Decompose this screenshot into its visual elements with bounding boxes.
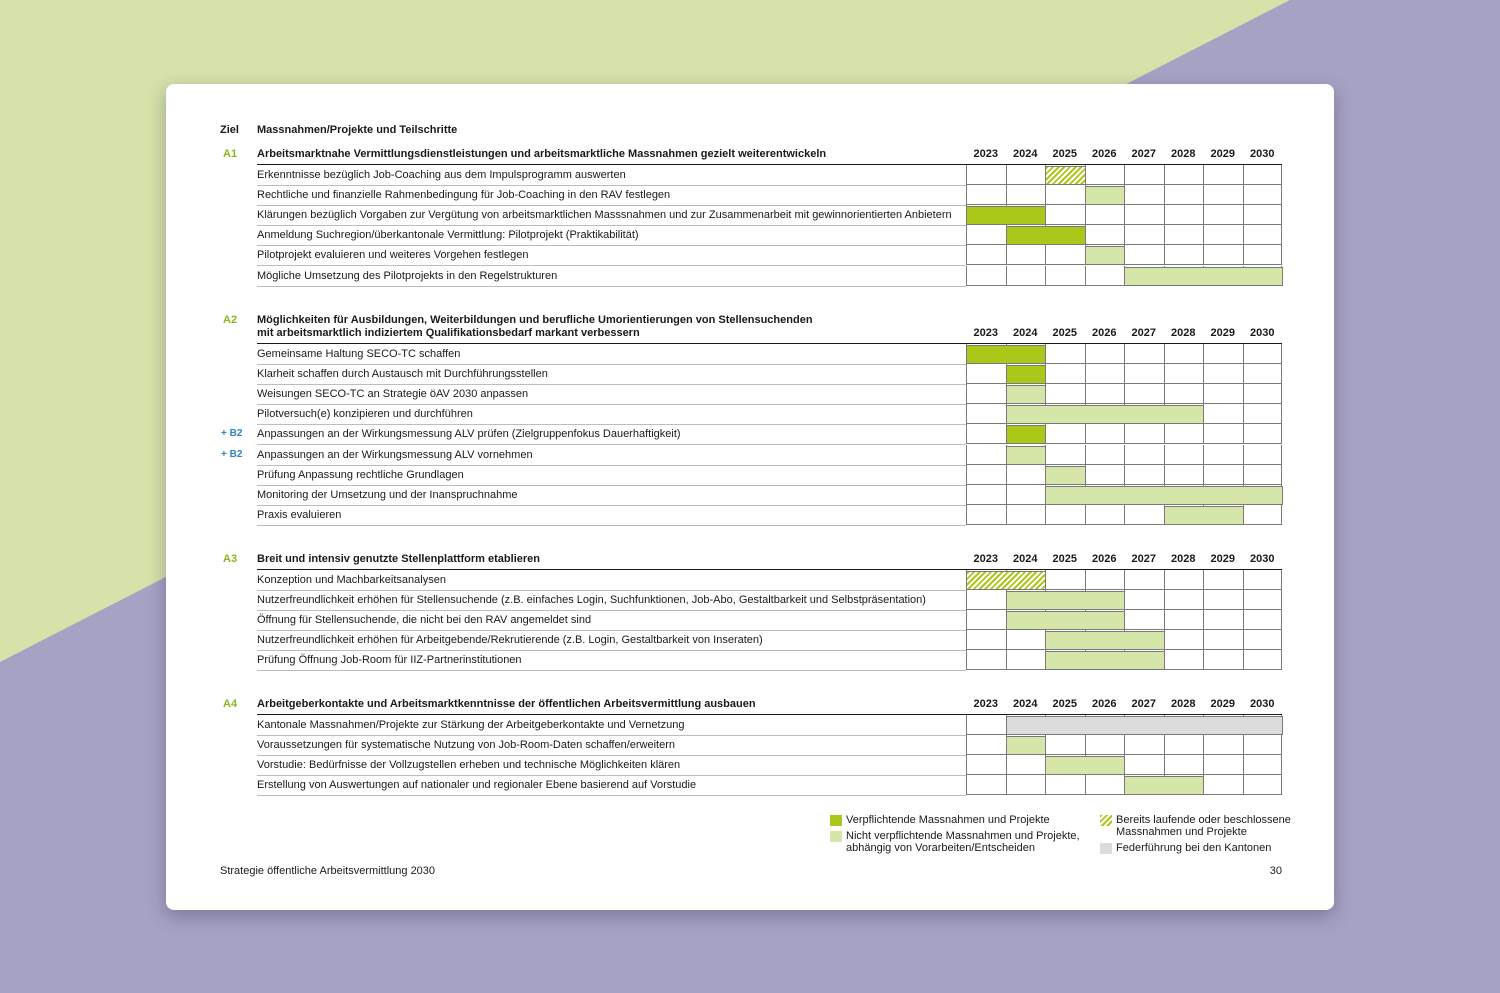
year-label: 2026	[1092, 327, 1117, 339]
timeline-cells	[966, 364, 1282, 384]
timeline-cell	[966, 165, 1006, 185]
table-row	[257, 715, 1282, 735]
timeline-cell	[1203, 775, 1243, 795]
timeline-cell	[1045, 344, 1085, 364]
section-code: A2	[223, 314, 238, 326]
timeline-cell	[966, 590, 1006, 610]
legend-canton	[1100, 842, 1300, 856]
ongoing-swatch	[1100, 815, 1112, 826]
year-header	[966, 553, 1282, 566]
timeline-bar-optional	[1045, 486, 1283, 505]
row-label: Monitoring der Umsetzung und der Inanspruchnahme	[257, 485, 966, 506]
table-row	[257, 185, 1282, 205]
row-label: Rechtliche und finanzielle Rahmenbedingung für Job-Coaching in den RAV festlegen	[257, 185, 966, 206]
timeline-cell	[1124, 570, 1164, 590]
row-label: Voraussetzungen für systematische Nutzung von Job-Room-Daten schaffen/erweitern	[257, 735, 966, 756]
timeline-cell	[1164, 610, 1204, 630]
timeline-cell	[1203, 165, 1243, 185]
year-label: 2024	[1013, 553, 1038, 565]
timeline-cell	[1085, 266, 1125, 286]
timeline-cell	[1124, 424, 1164, 444]
timeline-cells	[966, 225, 1282, 245]
row-label: Pilotprojekt evaluieren und weiteres Vorgehen festlegen	[257, 245, 966, 266]
timeline-cell	[1243, 465, 1283, 485]
timeline-cell	[1243, 165, 1283, 185]
timeline-cell	[1085, 465, 1125, 485]
timeline-cell	[1124, 205, 1164, 225]
timeline-cells	[966, 384, 1282, 404]
timeline-cell	[966, 384, 1006, 404]
table-row	[257, 404, 1282, 424]
timeline-cell	[1164, 445, 1204, 465]
timeline-cell	[1164, 384, 1204, 404]
timeline-cell	[1045, 735, 1085, 755]
timeline-cell	[966, 505, 1006, 525]
timeline-cell	[1045, 775, 1085, 795]
timeline-cell	[1124, 590, 1164, 610]
table-row	[257, 590, 1282, 610]
timeline-cells	[966, 424, 1282, 444]
row-label: Prüfung Öffnung Job-Room für IIZ-Partnerinstitutionen	[257, 650, 966, 671]
timeline-cell	[1045, 505, 1085, 525]
timeline-cell	[1085, 384, 1125, 404]
year-label: 2023	[973, 553, 998, 565]
timeline-bar-optional	[1006, 591, 1126, 610]
timeline-cell	[1124, 344, 1164, 364]
timeline-cell	[966, 445, 1006, 465]
timeline-cell	[1006, 266, 1046, 286]
timeline-cell	[1164, 165, 1204, 185]
section-title: Breit und intensiv genutzte Stellenplattform etablieren	[257, 553, 540, 565]
year-label: 2024	[1013, 327, 1038, 339]
section-code: A3	[223, 553, 238, 565]
table-row	[257, 424, 1282, 444]
mandatory-swatch	[830, 815, 842, 826]
timeline-cell	[1203, 424, 1243, 444]
table-row	[257, 505, 1282, 525]
table-row	[257, 755, 1282, 775]
timeline-cell	[1164, 590, 1204, 610]
timeline-cell	[966, 364, 1006, 384]
timeline-cell	[1006, 165, 1046, 185]
timeline-cell	[1164, 465, 1204, 485]
table-row	[257, 570, 1282, 590]
timeline-bar-optional	[1006, 611, 1126, 630]
canton-swatch	[1100, 843, 1112, 854]
row-label: Weisungen SECO-TC an Strategie öAV 2030 anpassen	[257, 384, 966, 405]
timeline-cell	[1203, 630, 1243, 650]
timeline-cell	[1124, 225, 1164, 245]
row-label: Öffnung für Stellensuchende, die nicht bei den RAV angemeldet sind	[257, 610, 966, 631]
timeline-cell	[1243, 590, 1283, 610]
timeline-cells	[966, 630, 1282, 650]
timeline-bar-optional	[1045, 466, 1086, 485]
table-row	[257, 225, 1282, 245]
timeline-cell	[1243, 445, 1283, 465]
timeline-cell	[1203, 364, 1243, 384]
section-title: Arbeitsmarktnahe Vermittlungsdienstleistungen und arbeitsmarktliche Massnahmen gezielt weiterentwickeln	[257, 148, 827, 160]
year-label: 2026	[1092, 148, 1117, 160]
year-label: 2029	[1210, 553, 1235, 565]
timeline-bar-optional	[1085, 246, 1126, 265]
timeline-bar-optional	[1006, 405, 1205, 424]
timeline-cell	[1124, 610, 1164, 630]
goal-column-header: Ziel	[220, 124, 239, 136]
year-label: 2028	[1171, 553, 1196, 565]
timeline-cell	[966, 225, 1006, 245]
timeline-cell	[1164, 245, 1204, 265]
timeline-cells	[966, 266, 1282, 286]
timeline-cell	[1124, 735, 1164, 755]
timeline-cell	[1203, 404, 1243, 424]
timeline-cells	[966, 755, 1282, 775]
row-label: Nutzerfreundlichkeit erhöhen für Arbeitgebende/Rekrutierende (z.B. Login, Gestaltbarkeit von Inseraten)	[257, 630, 966, 651]
year-header	[966, 148, 1282, 161]
timeline-cells	[966, 445, 1282, 465]
timeline-cell	[1243, 610, 1283, 630]
table-row	[257, 775, 1282, 795]
year-label: 2024	[1013, 698, 1038, 710]
timeline-cell	[1006, 465, 1046, 485]
timeline-cell	[1006, 245, 1046, 265]
section-title: Möglichkeiten für Ausbildungen, Weiterbildungen und berufliche Umorientierungen von Stellensuchenden	[257, 314, 813, 326]
timeline-cell	[1085, 364, 1125, 384]
table-row	[257, 610, 1282, 630]
timeline-cell	[1203, 245, 1243, 265]
section-title: mit arbeitsmarktlich indiziertem Qualifikationsbedarf markant verbessern	[257, 327, 640, 339]
year-label: 2025	[1052, 327, 1077, 339]
timeline-cell	[1243, 650, 1283, 670]
timeline-cells	[966, 485, 1282, 505]
timeline-cell	[1085, 225, 1125, 245]
timeline-cell	[1124, 384, 1164, 404]
year-label: 2030	[1250, 698, 1275, 710]
timeline-cell	[1124, 465, 1164, 485]
timeline-cell	[1085, 344, 1125, 364]
measures-column-header: Massnahmen/Projekte und Teilschritte	[257, 124, 458, 136]
timeline-bar-canton	[1006, 716, 1284, 735]
timeline-cell	[1164, 344, 1204, 364]
timeline-cell	[1203, 384, 1243, 404]
timeline-cell	[1045, 424, 1085, 444]
timeline-cells	[966, 185, 1282, 205]
legend-canton-text: Federführung bei den Kantonen	[1116, 842, 1272, 854]
timeline-cell	[1243, 185, 1283, 205]
row-label: Mögliche Umsetzung des Pilotprojekts in den Regelstrukturen	[257, 266, 966, 287]
timeline-cell	[1203, 650, 1243, 670]
timeline-cells	[966, 610, 1282, 630]
timeline-cell	[1203, 570, 1243, 590]
timeline-cell	[1203, 755, 1243, 775]
legend-mandatory-text: Verpflichtende Massnahmen und Projekte	[846, 814, 1050, 826]
year-label: 2028	[1171, 327, 1196, 339]
timeline-bar-mandatory	[966, 345, 1046, 364]
legend-optional-text	[846, 830, 1086, 854]
timeline-cell	[1164, 570, 1204, 590]
timeline-cell	[1006, 650, 1046, 670]
row-label: Erstellung von Auswertungen auf nationaler und regionaler Ebene basierend auf Vorstudie	[257, 775, 966, 796]
timeline-cell	[966, 266, 1006, 286]
timeline-cell	[1203, 225, 1243, 245]
year-label: 2027	[1131, 698, 1156, 710]
timeline-cells	[966, 165, 1282, 185]
row-label: Konzeption und Machbarkeitsanalysen	[257, 570, 966, 591]
timeline-cell	[1124, 165, 1164, 185]
optional-swatch	[830, 831, 842, 842]
timeline-cell	[1164, 755, 1204, 775]
page-number: 30	[1269, 865, 1282, 877]
timeline-bar-mandatory	[1006, 226, 1086, 245]
year-label: 2024	[1013, 148, 1038, 160]
section-code: A1	[223, 148, 238, 160]
timeline-cell	[1203, 610, 1243, 630]
table-row	[257, 465, 1282, 485]
timeline-cell	[966, 630, 1006, 650]
timeline-cells	[966, 715, 1282, 735]
timeline-bar-optional	[1045, 651, 1165, 670]
timeline-cell	[1045, 384, 1085, 404]
timeline-cell	[1085, 205, 1125, 225]
timeline-cell	[1164, 630, 1204, 650]
year-label: 2027	[1131, 327, 1156, 339]
timeline-bar-optional	[1045, 756, 1125, 775]
timeline-cell	[1085, 570, 1125, 590]
timeline-bar-mandatory	[1006, 425, 1047, 444]
timeline-cell	[1164, 735, 1204, 755]
timeline-bar-mandatory	[1006, 365, 1047, 384]
timeline-cell	[1006, 185, 1046, 205]
year-label: 2029	[1210, 148, 1235, 160]
table-row	[257, 245, 1282, 265]
cross-reference-tag: + B2	[221, 448, 243, 460]
timeline-cell	[1164, 364, 1204, 384]
table-row	[257, 266, 1282, 286]
table-row	[257, 485, 1282, 505]
timeline-cell	[1045, 364, 1085, 384]
row-label: Pilotversuch(e) konzipieren und durchführen	[257, 404, 966, 425]
timeline-cell	[966, 775, 1006, 795]
legend-ongoing-text	[1116, 814, 1296, 838]
row-label: Anpassungen an der Wirkungsmessung ALV vornehmen	[257, 445, 966, 466]
timeline-bar-optional	[1006, 385, 1047, 404]
timeline-cell	[1085, 165, 1125, 185]
timeline-cell	[1085, 735, 1125, 755]
table-row	[257, 445, 1282, 465]
timeline-cells	[966, 404, 1282, 424]
timeline-cell	[1085, 775, 1125, 795]
row-label: Anpassungen an der Wirkungsmessung ALV prüfen (Zielgruppenfokus Dauerhaftigkeit)	[257, 424, 966, 445]
timeline-cell	[1243, 225, 1283, 245]
year-label: 2029	[1210, 327, 1235, 339]
year-label: 2028	[1171, 698, 1196, 710]
timeline-cell	[1243, 630, 1283, 650]
row-label: Erkenntnisse bezüglich Job-Coaching aus dem Impulsprogramm auswerten	[257, 165, 966, 186]
timeline-cell	[966, 610, 1006, 630]
timeline-cells	[966, 775, 1282, 795]
row-label: Nutzerfreundlichkeit erhöhen für Stellensuchende (z.B. einfaches Login, Suchfunktionen, Job-Abo, Gestaltbarkeit und Selbstpräsentation)	[257, 590, 966, 611]
timeline-cell	[1243, 755, 1283, 775]
year-label: 2030	[1250, 327, 1275, 339]
year-label: 2030	[1250, 553, 1275, 565]
timeline-cell	[1006, 505, 1046, 525]
timeline-cell	[1203, 590, 1243, 610]
timeline-cell	[1203, 735, 1243, 755]
year-label: 2025	[1052, 553, 1077, 565]
timeline-cell	[1045, 185, 1085, 205]
timeline-cell	[966, 424, 1006, 444]
timeline-cells	[966, 590, 1282, 610]
row-label: Anmeldung Suchregion/überkantonale Vermittlung: Pilotprojekt (Praktikabilität)	[257, 225, 966, 246]
timeline-cell	[1124, 755, 1164, 775]
year-label: 2025	[1052, 148, 1077, 160]
row-label: Klarheit schaffen durch Austausch mit Durchführungsstellen	[257, 364, 966, 385]
timeline-cells	[966, 465, 1282, 485]
timeline-cell	[1243, 735, 1283, 755]
timeline-cell	[1045, 245, 1085, 265]
year-header	[966, 327, 1282, 340]
timeline-cell	[966, 755, 1006, 775]
timeline-cell	[1243, 424, 1283, 444]
timeline-cell	[1085, 445, 1125, 465]
timeline-cell	[1243, 384, 1283, 404]
timeline-cell	[1243, 404, 1283, 424]
timeline-cell	[1243, 505, 1283, 525]
legend-optional	[830, 830, 1090, 856]
timeline-cell	[1006, 485, 1046, 505]
timeline-cell	[1045, 570, 1085, 590]
timeline-cell	[1124, 505, 1164, 525]
timeline-cell	[1164, 225, 1204, 245]
timeline-cell	[1243, 775, 1283, 795]
timeline-cell	[1164, 205, 1204, 225]
legend-optional-line-2: abhängig von Vorarbeiten/Entscheiden	[846, 842, 1035, 854]
timeline-cell	[1243, 344, 1283, 364]
year-label: 2030	[1250, 148, 1275, 160]
row-label: Prüfung Anpassung rechtliche Grundlagen	[257, 465, 966, 486]
legend-ongoing	[1100, 814, 1300, 840]
timeline-bar-mandatory	[966, 206, 1046, 225]
legend-mandatory	[830, 814, 1090, 828]
cross-reference-tag: + B2	[221, 428, 243, 440]
timeline-cell	[1164, 424, 1204, 444]
timeline-cell	[1085, 505, 1125, 525]
year-label: 2026	[1092, 553, 1117, 565]
timeline-cell	[966, 404, 1006, 424]
timeline-cells	[966, 570, 1282, 590]
timeline-cell	[966, 650, 1006, 670]
row-label: Kantonale Massnahmen/Projekte zur Stärkung der Arbeitgeberkontakte und Vernetzung	[257, 715, 966, 736]
timeline-cell	[1006, 775, 1046, 795]
table-row	[257, 384, 1282, 404]
timeline-cell	[1243, 205, 1283, 225]
timeline-cell	[1243, 245, 1283, 265]
timeline-cell	[1203, 185, 1243, 205]
timeline-bar-optional	[1124, 267, 1283, 286]
timeline-cell	[1203, 344, 1243, 364]
year-header	[966, 698, 1282, 711]
row-label: Vorstudie: Bedürfnisse der Vollzugstellen erheben und technische Möglichkeiten klären	[257, 755, 966, 776]
timeline-bar-optional	[1006, 446, 1047, 465]
table-row	[257, 364, 1282, 384]
timeline-cell	[966, 245, 1006, 265]
timeline-cell	[1203, 445, 1243, 465]
row-label: Gemeinsame Haltung SECO-TC schaffen	[257, 344, 966, 365]
timeline-cell	[1045, 445, 1085, 465]
timeline-bar-ongoing	[1045, 166, 1086, 185]
year-label: 2026	[1092, 698, 1117, 710]
timeline-cell	[1006, 630, 1046, 650]
timeline-cells	[966, 245, 1282, 265]
timeline-cell	[1045, 205, 1085, 225]
timeline-bar-optional	[1085, 186, 1126, 205]
year-label: 2028	[1171, 148, 1196, 160]
timeline-cell	[1124, 445, 1164, 465]
timeline-bar-optional	[1045, 631, 1165, 650]
timeline-cell	[1164, 185, 1204, 205]
timeline-bar-optional	[1164, 506, 1244, 525]
timeline-cells	[966, 344, 1282, 364]
timeline-bar-ongoing	[966, 571, 1046, 590]
timeline-cell	[1045, 266, 1085, 286]
timeline-cell	[1006, 755, 1046, 775]
timeline-cells	[966, 205, 1282, 225]
table-row	[257, 650, 1282, 670]
timeline-cell	[1243, 364, 1283, 384]
year-label: 2023	[973, 698, 998, 710]
year-label: 2029	[1210, 698, 1235, 710]
timeline-cell	[966, 185, 1006, 205]
year-label: 2023	[973, 327, 998, 339]
section-code: A4	[223, 698, 238, 710]
footer-title: Strategie öffentliche Arbeitsvermittlung 2030	[220, 865, 436, 877]
legend-ongoing-line-1: Bereits laufende oder beschlossene	[1116, 814, 1291, 826]
timeline-cell	[1124, 245, 1164, 265]
legend-optional-line-1: Nicht verpflichtende Massnahmen und Projekte,	[846, 830, 1080, 842]
timeline-cell	[1085, 424, 1125, 444]
timeline-cell	[1164, 650, 1204, 670]
row-label: Praxis evaluieren	[257, 505, 966, 526]
row-label: Klärungen bezüglich Vorgaben zur Vergütung von arbeitsmarktlichen Masssnahmen und zur Zusammenarbeit mit gewinnorientierten Anbietern	[257, 205, 966, 226]
year-label: 2027	[1131, 553, 1156, 565]
section-title: Arbeitgeberkontakte und Arbeitsmarktkenntnisse der öffentlichen Arbeitsvermittlung ausbauen	[257, 698, 756, 710]
timeline-cells	[966, 650, 1282, 670]
year-label: 2023	[973, 148, 998, 160]
table-row	[257, 205, 1282, 225]
timeline-cell	[966, 735, 1006, 755]
timeline-cell	[966, 715, 1006, 735]
document-page	[166, 84, 1334, 910]
timeline-cell	[1203, 465, 1243, 485]
table-row	[257, 735, 1282, 755]
table-row	[257, 165, 1282, 185]
timeline-cell	[966, 465, 1006, 485]
year-label: 2027	[1131, 148, 1156, 160]
timeline-bar-optional	[1124, 776, 1204, 795]
timeline-cell	[1124, 364, 1164, 384]
table-row	[257, 344, 1282, 364]
year-label: 2025	[1052, 698, 1077, 710]
timeline-cell	[1243, 570, 1283, 590]
timeline-cells	[966, 735, 1282, 755]
timeline-cell	[1124, 185, 1164, 205]
timeline-cells	[966, 505, 1282, 525]
timeline-bar-optional	[1006, 736, 1047, 755]
timeline-cell	[1203, 205, 1243, 225]
table-row	[257, 630, 1282, 650]
timeline-cell	[966, 485, 1006, 505]
legend-ongoing-line-2: Massnahmen und Projekte	[1116, 826, 1247, 838]
